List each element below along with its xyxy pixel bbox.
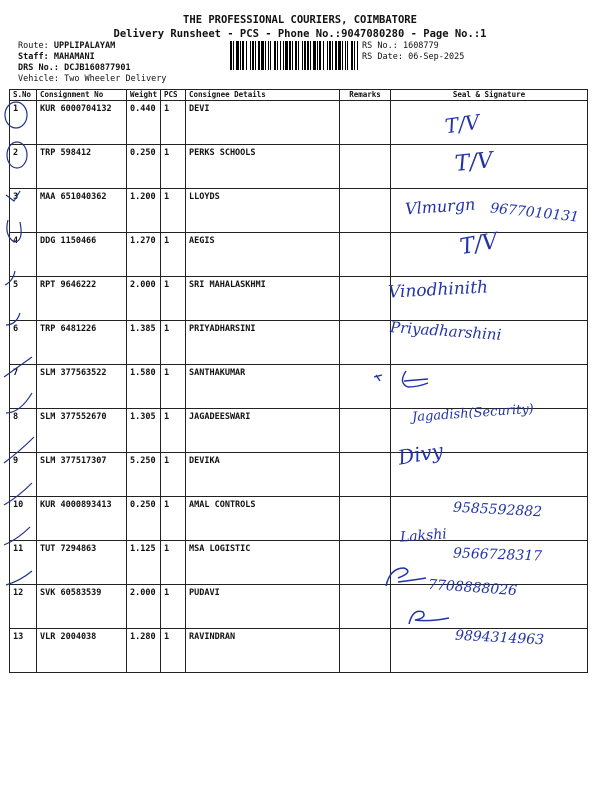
row-signature (391, 101, 588, 145)
col-consignment: Consignment No (37, 90, 127, 101)
row-consignment: VLR 2004038 (37, 629, 127, 673)
row-remarks (340, 189, 391, 233)
vehicle-value: Two Wheeler Delivery (64, 74, 167, 84)
row-pcs: 1 (161, 453, 186, 497)
barcode-bar (317, 41, 318, 70)
barcode-bar (342, 41, 343, 70)
barcode-bar (351, 41, 353, 70)
barcode-bar (289, 41, 291, 70)
barcode-bar (274, 41, 276, 70)
row-consignee: AMAL CONTROLS (186, 497, 340, 541)
row-remarks (340, 101, 391, 145)
signature-9: Divy (396, 438, 445, 470)
row-consignment: TUT 7294863 (37, 541, 127, 585)
signature-3: Vlmurgn (404, 194, 476, 219)
row-sno: 6 (10, 321, 37, 365)
barcode-bar (242, 41, 244, 70)
row-pcs: 1 (161, 321, 186, 365)
barcode-bar (236, 41, 239, 70)
row-remarks (340, 497, 391, 541)
barcode-bar (280, 41, 281, 70)
col-sno: S.No (10, 90, 37, 101)
table-header-row (10, 90, 588, 101)
row-consignment: RPT 9646222 (37, 277, 127, 321)
barcode-bar (310, 41, 311, 70)
row-sno: 5 (10, 277, 37, 321)
row-consignee: SRI MAHALASKHMI (186, 277, 340, 321)
rs-no-value: 1608779 (402, 41, 439, 51)
row-consignee: PERKS SCHOOLS (186, 145, 340, 189)
row-weight: 1.280 (127, 629, 161, 673)
row-consignee: LLOYDS (186, 189, 340, 233)
barcode-bar (302, 41, 303, 70)
table-row (10, 365, 588, 409)
barcode-bar (255, 41, 256, 70)
barcode-bar (250, 41, 251, 70)
row-remarks (340, 145, 391, 189)
drs-label: DRS No.: (18, 63, 59, 73)
signature-11: Lakshi (399, 526, 448, 546)
col-consignee: Consignee Details (186, 90, 340, 101)
row-pcs: 1 (161, 101, 186, 145)
route-value: UPPLIPALAYAM (53, 41, 116, 51)
barcode-bar (283, 41, 284, 70)
route-line (18, 41, 166, 52)
signature-5: Vinodhinith (387, 277, 489, 303)
rs-no-line (362, 41, 464, 52)
barcode-bar (347, 41, 348, 70)
signature-3-phone: 9677010131 (489, 200, 580, 226)
signature-1: T/V (443, 109, 482, 139)
barcode-bar (285, 41, 288, 70)
signature-12-phone: 7708888026 (427, 576, 518, 600)
barcode-bar (307, 41, 309, 70)
rs-date-line (362, 52, 464, 63)
row-pcs: 1 (161, 233, 186, 277)
barcode-bar (323, 41, 324, 70)
row-consignment: SVK 60583539 (37, 585, 127, 629)
row-sno: 2 (10, 145, 37, 189)
barcode-bar (295, 41, 297, 70)
row-weight: 2.000 (127, 585, 161, 629)
handwritten-sno-marks (0, 95, 40, 655)
signature-6: Priyadharshini (389, 318, 502, 344)
rs-date-value: 06-Sep-2025 (408, 52, 465, 62)
row-weight: 1.580 (127, 365, 161, 409)
barcode-bar (277, 41, 278, 70)
row-remarks (340, 233, 391, 277)
row-consignment: KUR 6000704132 (37, 101, 127, 145)
row-sno: 9 (10, 453, 37, 497)
row-pcs: 1 (161, 585, 186, 629)
signature-7-scribble (370, 365, 440, 395)
row-weight: 1.270 (127, 233, 161, 277)
row-consignee: PUDAVI (186, 585, 340, 629)
row-consignee: DEVI (186, 101, 340, 145)
staff-line (18, 52, 166, 63)
barcode-bar (270, 41, 271, 70)
signature-13-phone: 9894314963 (454, 627, 545, 649)
row-sno: 10 (10, 497, 37, 541)
row-sno: 4 (10, 233, 37, 277)
row-sno: 11 (10, 541, 37, 585)
row-remarks (340, 585, 391, 629)
route-label: Route: (18, 41, 49, 51)
barcode-bar (233, 41, 234, 70)
barcode-bar (258, 41, 260, 70)
barcode-bar (304, 41, 306, 70)
row-pcs: 1 (161, 277, 186, 321)
barcode-bar (329, 41, 331, 70)
row-sno: 3 (10, 189, 37, 233)
row-weight: 0.440 (127, 101, 161, 145)
row-consignment: MAA 651040362 (37, 189, 127, 233)
barcode-image (230, 41, 358, 70)
barcode-bar (261, 41, 264, 70)
row-weight: 5.250 (127, 453, 161, 497)
table-row (10, 233, 588, 277)
barcode-bar (313, 41, 316, 70)
row-pcs: 1 (161, 409, 186, 453)
row-sno: 13 (10, 629, 37, 673)
row-pcs: 1 (161, 541, 186, 585)
vehicle-label: Vehicle: (18, 74, 59, 84)
col-remarks: Remarks (340, 90, 391, 101)
barcode-bar (298, 41, 299, 70)
row-weight: 1.385 (127, 321, 161, 365)
barcode-bar (268, 41, 269, 70)
row-pcs: 1 (161, 629, 186, 673)
row-consignment: DDG 1150466 (37, 233, 127, 277)
row-consignee: PRIYADHARSINI (186, 321, 340, 365)
staff-value: MAHAMANI (53, 52, 95, 62)
row-sno: 12 (10, 585, 37, 629)
barcode-bar (345, 41, 346, 70)
barcode-bar (319, 41, 321, 70)
barcode-bar (230, 41, 232, 70)
col-pcs: PCS (161, 90, 186, 101)
col-weight: Weight (127, 90, 161, 101)
rs-date-label: RS Date: (362, 52, 403, 62)
row-consignment: TRP 598412 (37, 145, 127, 189)
row-remarks (340, 629, 391, 673)
drs-line (18, 63, 166, 74)
row-consignee: AEGIS (186, 233, 340, 277)
row-sno: 7 (10, 365, 37, 409)
rs-no-label: RS No.: (362, 41, 398, 51)
barcode-bar (335, 41, 337, 70)
table-row (10, 145, 588, 189)
meta-left (18, 41, 166, 85)
row-weight: 2.000 (127, 277, 161, 321)
barcode-bar (354, 41, 355, 70)
drs-value: DCJB160877901 (64, 63, 131, 73)
row-consignment: TRP 6481226 (37, 321, 127, 365)
barcode-bar (332, 41, 333, 70)
signature-12-scribble (380, 562, 430, 590)
row-remarks (340, 321, 391, 365)
barcode-bar (292, 41, 293, 70)
table-row (10, 101, 588, 145)
row-consignee: SANTHAKUMAR (186, 365, 340, 409)
barcode-bar (252, 41, 254, 70)
vehicle-line (18, 74, 166, 85)
company-title: THE PROFESSIONAL COURIERS, COIMBATORE (183, 14, 417, 26)
row-remarks (340, 453, 391, 497)
barcode-bar (240, 41, 241, 70)
row-pcs: 1 (161, 145, 186, 189)
row-consignment: SLM 377517307 (37, 453, 127, 497)
row-weight: 0.250 (127, 145, 161, 189)
barcode-bar (338, 41, 341, 70)
signature-10-phone: 9585592882 (452, 499, 543, 521)
row-consignment: SLM 377563522 (37, 365, 127, 409)
signature-4: T/V (458, 228, 500, 261)
row-pcs: 1 (161, 497, 186, 541)
meta-right (362, 41, 464, 63)
row-weight: 1.125 (127, 541, 161, 585)
col-signature: Seal & Signature (391, 90, 588, 101)
signature-13-scribble (405, 606, 455, 628)
row-consignment: SLM 377552670 (37, 409, 127, 453)
signature-11-phone: 9566728317 (452, 545, 543, 565)
row-consignee: RAVINDRAN (186, 629, 340, 673)
row-remarks (340, 277, 391, 321)
row-sno: 8 (10, 409, 37, 453)
row-consignee: JAGADEESWARI (186, 409, 340, 453)
row-consignee: MSA LOGISTIC (186, 541, 340, 585)
signature-8: Jagadish(Security) (411, 401, 535, 426)
row-consignment: KUR 4000893413 (37, 497, 127, 541)
table-row (10, 277, 588, 321)
row-weight: 1.200 (127, 189, 161, 233)
row-sno: 1 (10, 101, 37, 145)
barcode-bar (327, 41, 328, 70)
row-weight: 1.305 (127, 409, 161, 453)
row-pcs: 1 (161, 189, 186, 233)
signature-2: T/V (453, 148, 495, 177)
row-remarks (340, 409, 391, 453)
barcode-bar (357, 41, 358, 70)
barcode-bar (246, 41, 247, 70)
runsheet-subtitle: Delivery Runsheet - PCS - Phone No.:9047080280 - Page No.:1 (113, 28, 487, 40)
table-row (10, 453, 588, 497)
staff-label: Staff: (18, 52, 49, 62)
row-pcs: 1 (161, 365, 186, 409)
barcode-bar (265, 41, 266, 70)
row-weight: 0.250 (127, 497, 161, 541)
row-consignee: DEVIKA (186, 453, 340, 497)
